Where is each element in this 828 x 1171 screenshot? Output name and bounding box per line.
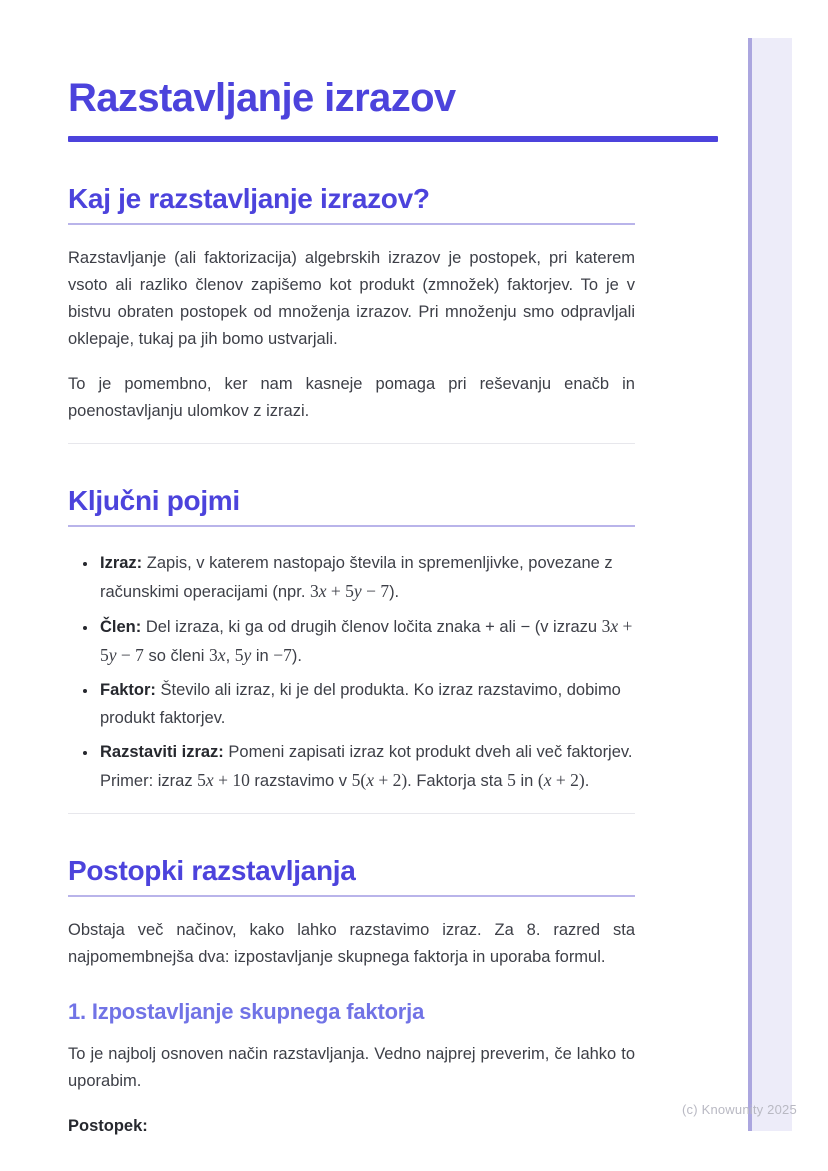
section-divider [68,813,635,814]
subsection-heading-common-factor: 1. Izpostavljanje skupnega faktorja [68,999,425,1024]
document-content [68,0,635,1140]
paragraph-common-factor-intro: To je najbolj osnoven način razstavljanja. Vedno najprej preverim, če lahko to uporabim. [68,1045,635,1090]
section-heading-methods: Postopki razstavljanja [68,856,635,897]
copyright-footer: (c) Knowunity 2025 [682,1102,797,1117]
title-rule [68,136,718,142]
paragraph-methods-intro: Obstaja več načinov, kako lahko razstavimo izraz. Za 8. razred sta najpomembnejša dva: izpostavljanje skupnega faktorja in uporaba formul. [68,921,635,966]
page-edge-strip [748,38,792,1131]
paragraph-importance: To je pomembno, ker nam kasneje pomaga pri reševanju enačb in poenostavljanju ulomkov z izrazi. [68,375,635,420]
page-title: Razstavljanje izrazov [68,76,456,120]
section-heading-key-terms: Ključni pojmi [68,486,635,527]
list-item-clen: • Člen: Del izraza, ki ga od drugih členov ločita znaka + ali − (v izrazu 3x + 5y − 7 so členi 3x, 5y in −7). [98,612,635,670]
paragraph-definition: Razstavljanje (ali faktorizacija) algebrskih izrazov je postopek, pri katerem vsoto ali razliko členov zapišemo kot produkt (zmnožek) faktorjev. To je v bistvu obraten postopek od množenja izrazov. Pri množenju smo odpravljali oklepaje, tukaj pa jih bomo ustvarjali. [68,249,635,348]
list-item-faktor: • Faktor: Število ali izraz, ki je del produkta. Ko izraz razstavimo, dobimo produkt faktorjev. [98,676,635,732]
step-label: Postopek: [68,1117,148,1135]
section-key-terms [68,486,635,795]
key-terms-list [68,549,635,795]
section-divider [68,443,635,444]
list-item-izraz: • Izraz: Zapis, v katerem nastopajo števila in spremenljivke, povezane z računskimi operacijami (npr. 3x + 5y − 7). [98,549,635,606]
section-heading-what-is: Kaj je razstavljanje izrazov? [68,184,635,225]
section-methods [68,856,635,1140]
list-item-razstaviti-izraz: • Razstaviti izraz: Pomeni zapisati izraz kot produkt dveh ali več faktorjev. Primer: izraz 5x + 10 razstavimo v 5(x + 2). Faktorja sta 5 in (x + 2). [98,738,635,795]
section-what-is [68,184,635,425]
